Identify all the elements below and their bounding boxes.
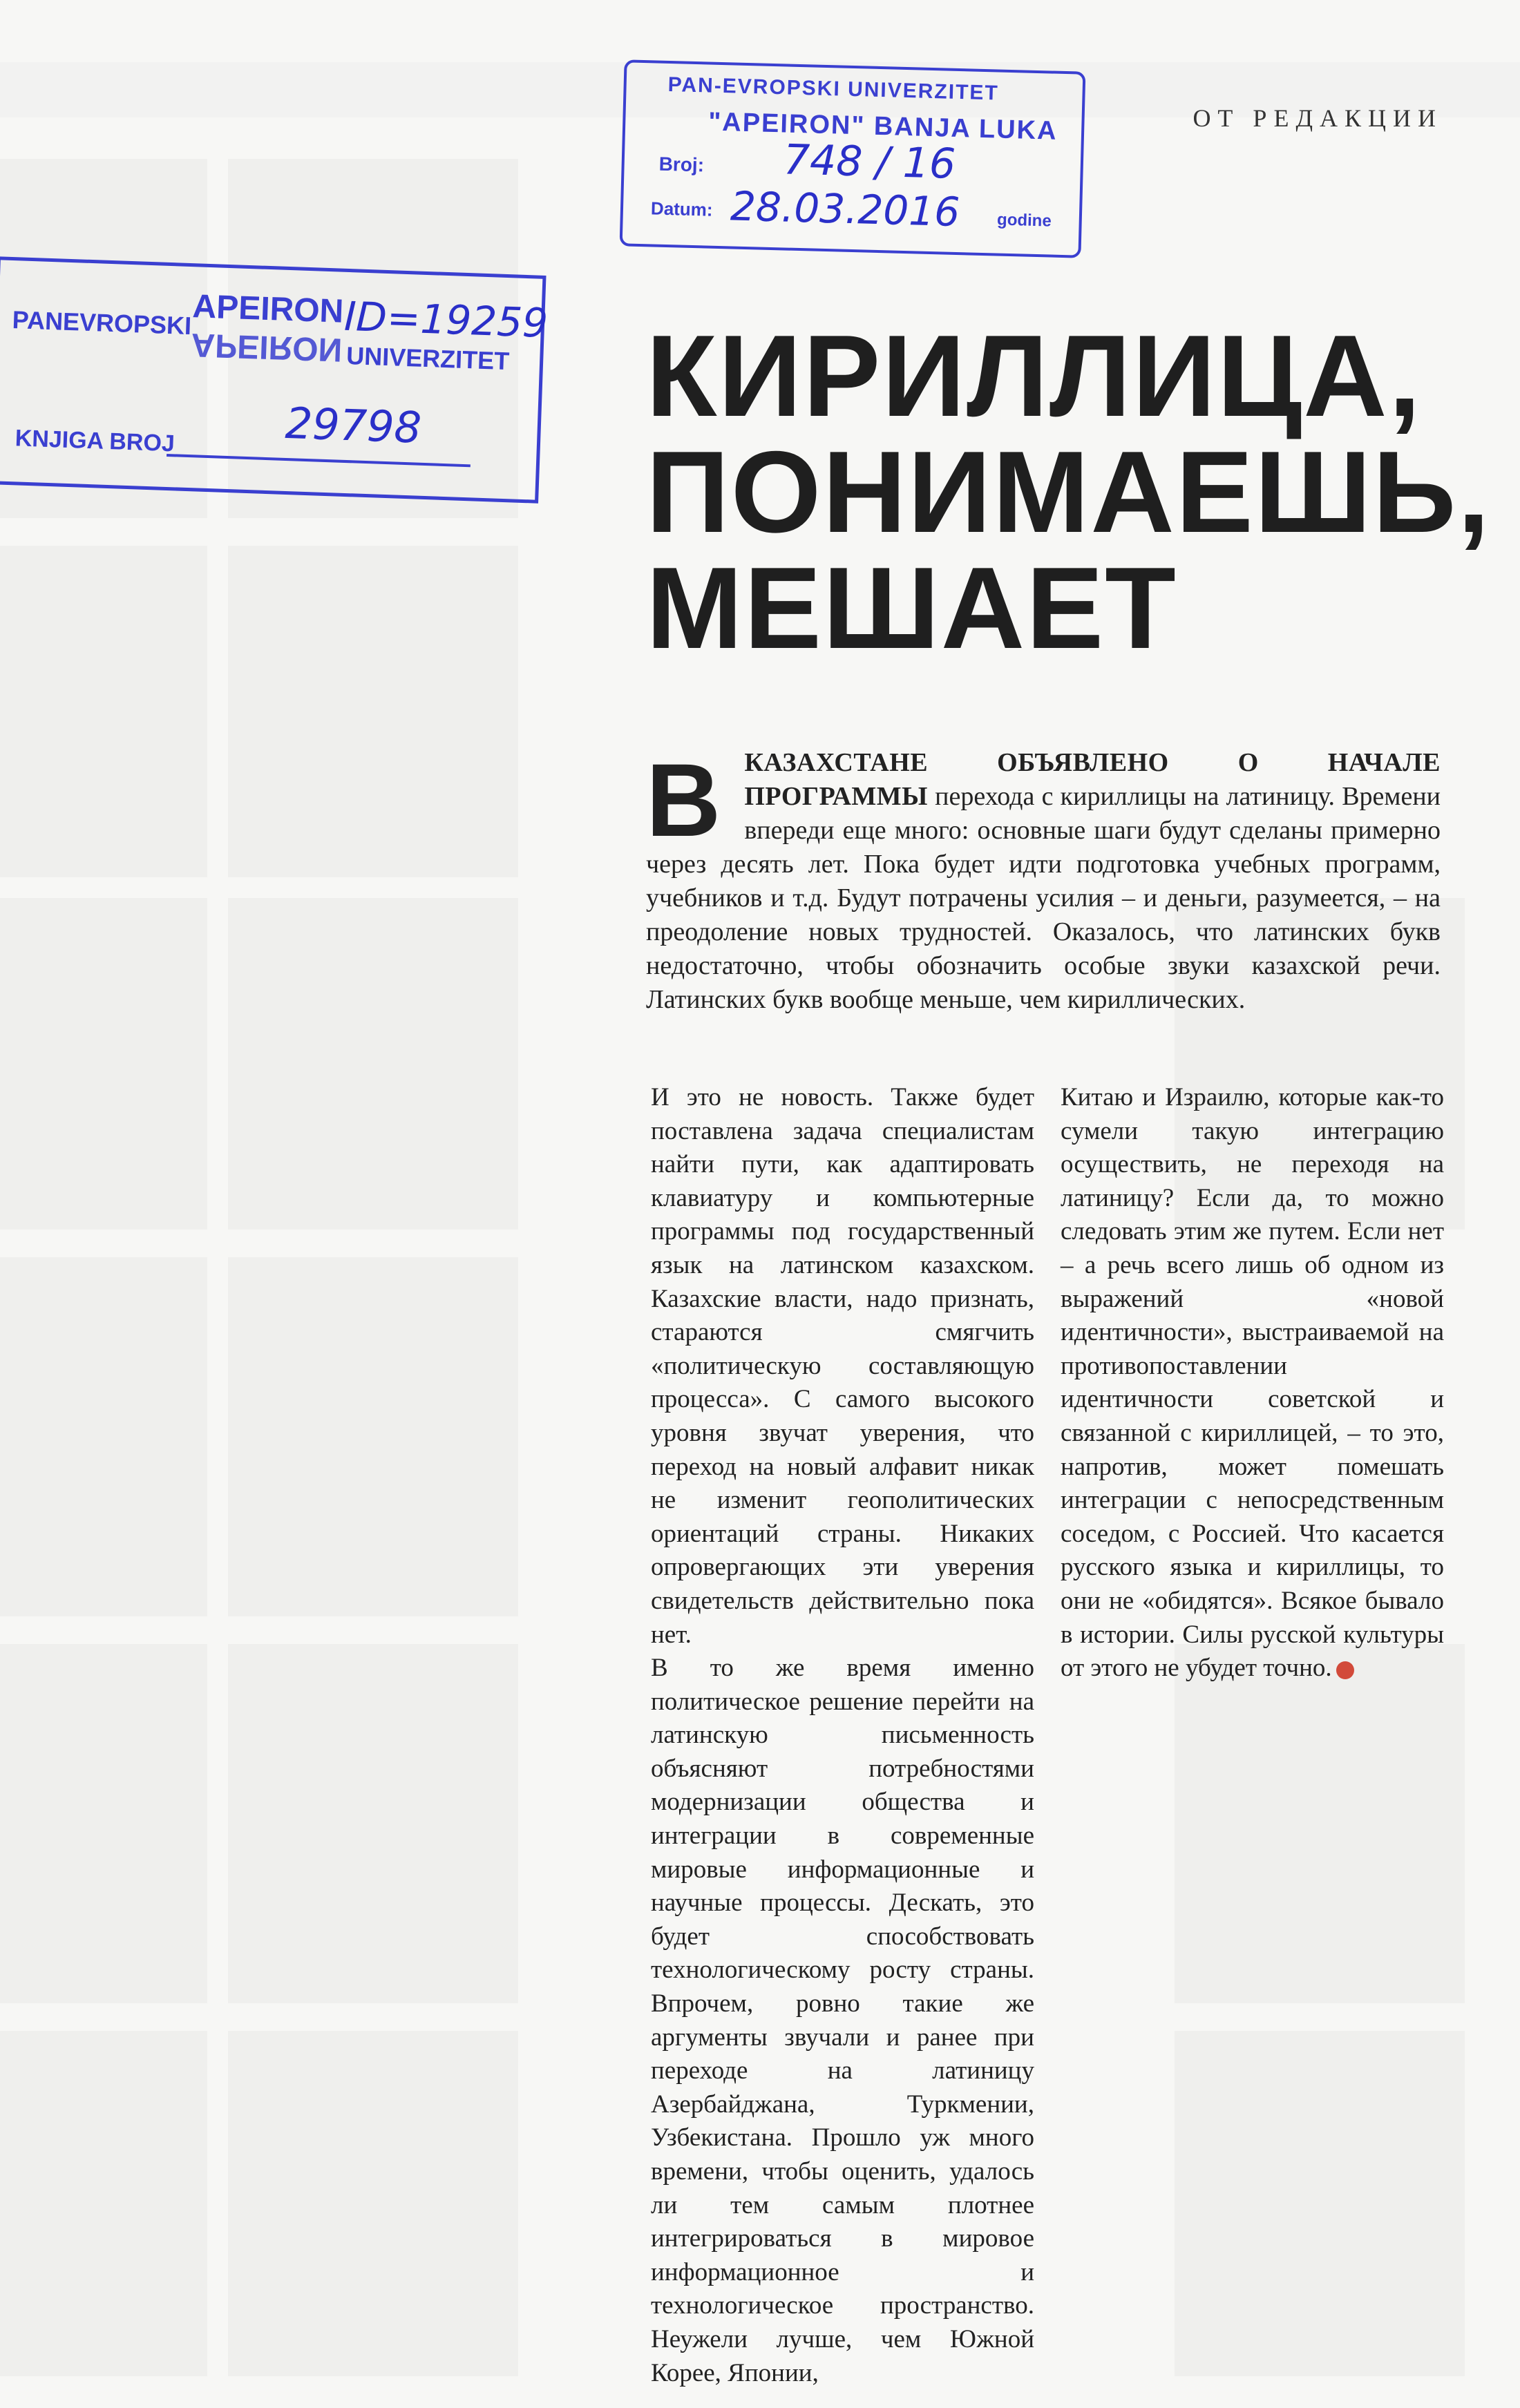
stamp-line: APEIRON	[191, 288, 345, 330]
body-paragraph-text: Китаю и Израилю, которые как-то сумели такую интеграцию осуществить, не переходя на латиницу? Если да, то можно следовать этим же путем. Если нет – а речь всего лишь об одном из выражений «новой идентичности», выстраиваемой на противопоставлении идентичности советской и связанной с кириллицей, – то это, напротив, может помешать интеграции с непосредственным соседом, с Россией. Что касается русского языка и кириллицы, то они не «обидятся». Всякое бывало в истории. Силы русской культуры от этого не убудет точно.	[1061, 1083, 1444, 1683]
stamp-label: godine	[996, 210, 1052, 231]
section-label: ОТ РЕДАКЦИИ	[1193, 104, 1443, 132]
stamp-label: KNJIGA BROJ	[15, 425, 175, 457]
headline-line: КИРИЛЛИЦА,	[646, 311, 1423, 441]
lead-paragraph	[646, 742, 1441, 1017]
ghost-cell	[0, 898, 207, 1230]
stamp-line: "APEIRON" BANJA LUKA	[707, 107, 1058, 146]
ghost-cell	[0, 546, 207, 877]
body-paragraph: В то же время именно политическое решение перейти на латинскую письменность объясняют потребностями модернизации общества и интеграции в современные мировые информационные и научные процессы. Дескать, это будет способствовать технологическому росту страны. Впрочем, ровно такие же аргументы звучали и ранее при переходе на латиницу Азербайджана, Туркмении, Узбекистана. Прошло уж много времени, чтобы оценить, удалось ли тем самым плотнее интегрироваться в мировое информационное и технологическое пространство. Неужели лучше, чем Южной Корее, Японии,	[651, 1654, 1034, 2387]
stamp-handwritten-number: 748 / 16	[783, 135, 956, 189]
library-stamp-inventory	[0, 256, 547, 504]
stamp-line: PANEVROPSKI	[12, 305, 192, 341]
ghost-cell	[1175, 2031, 1465, 2376]
body-column-right	[1061, 1081, 1444, 1685]
stamp-underline	[167, 454, 471, 467]
stamp-line: UNIVERZITET	[345, 341, 510, 376]
ghost-cell	[1175, 1644, 1465, 2003]
ghost-cell	[228, 2031, 518, 2376]
lead-text: перехода с кириллицы на латиницу. Времени впереди еще много: основные шаги будут сделаны примерно через десять лет. Пока будет идти подготовка учебных программ, учебников и т.д. Будут потрачены усилия – и деньги, разумеется, – на преодоление новых трудностей. Оказалось, что латинских букв недостаточно, чтобы обозначить особые звуки казахской речи. Латинских букв вообще меньше, чем кириллических.	[646, 782, 1441, 1014]
ghost-cell	[228, 546, 518, 877]
stamp-handwritten-date: 28.03.2016	[730, 182, 961, 236]
ghost-cell	[228, 1644, 518, 2003]
headline-line: МЕШАЕТ	[646, 543, 1177, 673]
end-mark-icon	[1336, 1661, 1354, 1679]
ghost-cell	[0, 2031, 207, 2376]
ghost-cell	[0, 1257, 207, 1616]
body-paragraph	[1061, 1081, 1444, 1685]
stamp-label: Broj:	[658, 153, 705, 176]
stamp-label: Datum:	[650, 198, 713, 220]
stamp-line-mirrored: APEIRON	[190, 326, 343, 368]
ghost-cell	[0, 1644, 207, 2003]
stamp-handwritten-number: 29798	[284, 397, 423, 453]
stamp-line: PAN-EVROPSKI UNIVERZITET	[667, 73, 1000, 105]
headline	[646, 311, 1492, 673]
library-stamp-date	[620, 59, 1086, 258]
body-paragraph: И это не новость. Также будет поставлена задача специалистам найти пути, как адаптировать клавиатуру и компьютерные программы под государственный язык на латинском казахском. Казахские власти, надо признать, стараются смягчить «политическую составляющую процесса». С самого высокого уровня звучат уверения, что переход на новый алфавит никак не изменит геополитических ориентаций страны. Никаких опровергающих эти уверения свидетельств действительно пока нет.	[651, 1083, 1034, 1649]
drop-cap: В	[646, 742, 721, 858]
body-column-left	[651, 1081, 1034, 2390]
ghost-cell	[228, 898, 518, 1230]
lead-caps: КАЗАХСТАНЕ ОБЪЯВЛЕНО О НАЧАЛЕ ПРОГРАММЫ	[744, 748, 1441, 811]
stamp-handwritten-id: ID=19259	[343, 292, 549, 347]
headline-line: ПОНИМАЕШЬ,	[646, 427, 1492, 557]
ghost-cell	[228, 1257, 518, 1616]
